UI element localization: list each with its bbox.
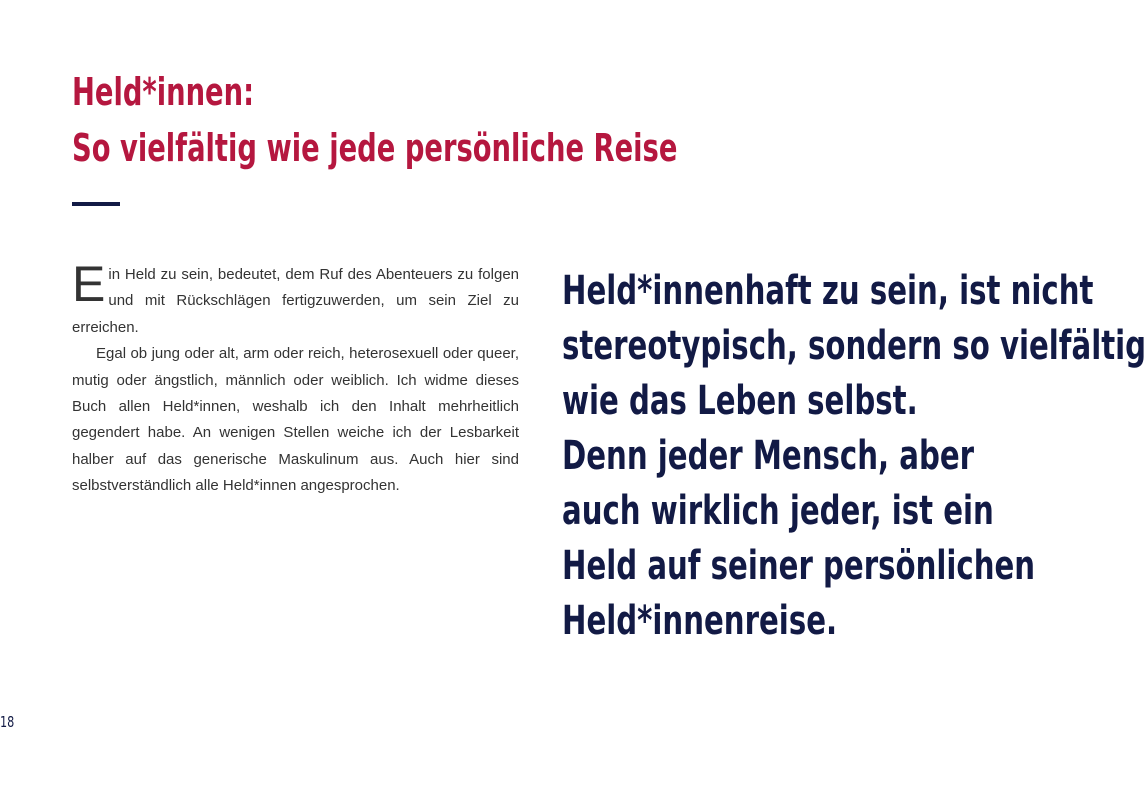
quote-line-3: wie das Leben selbst. <box>562 378 918 424</box>
paragraph-1-text: in Held zu sein, bedeutet, dem Ruf des Abenteuers zu folgen und mit Rückschlägen fertigzuwerden, um sein Ziel zu erreichen. <box>72 266 519 336</box>
drop-cap: E <box>72 256 106 312</box>
title-line-1: Held*innen: <box>72 70 255 114</box>
page-number: 18 <box>0 713 15 731</box>
title-divider <box>72 202 120 206</box>
quote-line-6: Held auf seiner persönlichen <box>562 543 1036 589</box>
quote-line-7: Held*innenreise. <box>562 598 838 644</box>
paragraph-2: Egal ob jung oder alt, arm oder reich, heterosexuell oder queer, mutig oder ängstlich, männlich oder weiblich. Ich widme dieses Buch allen Held*innen, weshalb ich den Inhalt mehrheitlich gegendert habe. An wenigen Stellen weiche ich der Lesbarkeit halber auf das generische Maskulinum aus. Auch hier sind selbstverständlich alle Held*innen angesprochen. <box>72 345 519 495</box>
pull-quote <box>562 264 1146 649</box>
paragraph-1 <box>72 256 519 341</box>
body-text <box>72 256 519 500</box>
quote-line-2: stereotypisch, sondern so vielfältig <box>562 323 1146 369</box>
quote-line-4: Denn jeder Mensch, aber <box>562 433 975 479</box>
quote-line-5: auch wirklich jeder, ist ein <box>562 488 994 534</box>
page-title <box>72 64 678 176</box>
quote-line-1: Held*innenhaft zu sein, ist nicht <box>562 268 1094 314</box>
title-line-2: So vielfältig wie jede persönliche Reise <box>72 126 678 170</box>
